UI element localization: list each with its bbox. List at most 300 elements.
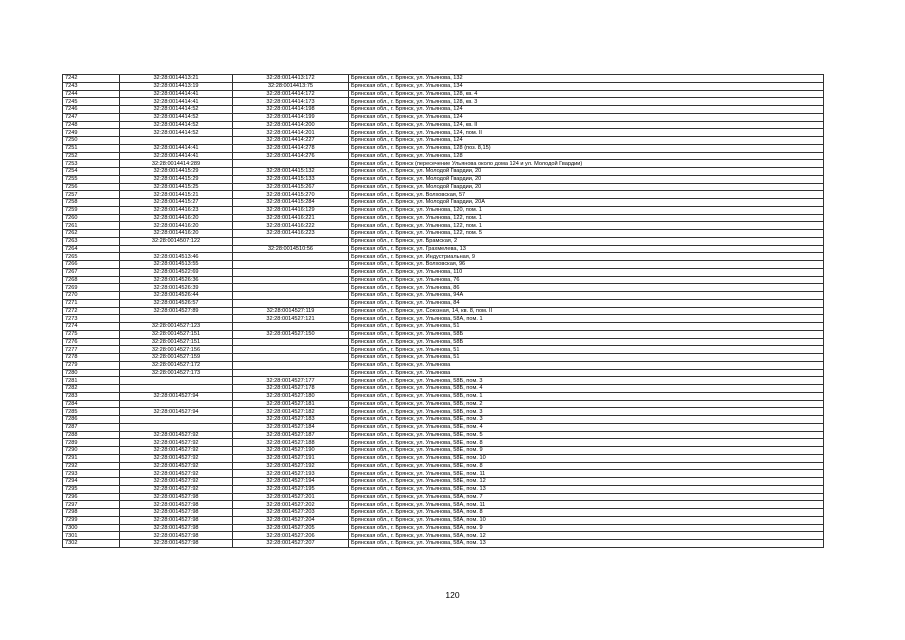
land-plot-number-cell: 32:28:0014522:69 xyxy=(120,268,233,276)
row-number-cell: 7260 xyxy=(63,214,120,222)
row-number-cell: 7276 xyxy=(63,338,120,346)
land-plot-number-cell: 32:28:0014527:151 xyxy=(120,330,233,338)
land-plot-number-cell: 32:28:0014527:92 xyxy=(120,439,233,447)
land-plot-number-cell: 32:28:0014527:159 xyxy=(120,354,233,362)
address-cell: Брянская обл., г. Брянск, ул. Ульянова, 58Б xyxy=(349,330,824,338)
address-cell: Брянская обл., г. Брянск, ул. Ульянова, 122, пом. 1 xyxy=(349,222,824,230)
address-cell: Брянская обл., г. Брянск, ул. Ульянова, 86 xyxy=(349,284,824,292)
address-cell: Брянская обл., г. Брянск, ул. Ульянова, 51 xyxy=(349,346,824,354)
row-number-cell: 7281 xyxy=(63,377,120,385)
row-number-cell: 7261 xyxy=(63,222,120,230)
table-row xyxy=(63,516,824,524)
row-number-cell: 7280 xyxy=(63,369,120,377)
address-cell: Брянская обл., г. Брянск, ул. Ульянова, 122, пом. 5 xyxy=(349,230,824,238)
building-number-cell xyxy=(233,160,349,168)
address-cell: Брянская обл., г. Брянск, ул. Ульянова, 128, кв. 4 xyxy=(349,90,824,98)
table-row xyxy=(63,369,824,377)
address-cell: Брянская обл., г. Брянск, ул. Ульянова, 51 xyxy=(349,354,824,362)
row-number-cell: 7253 xyxy=(63,160,120,168)
land-plot-number-cell: 32:28:0014416:20 xyxy=(120,230,233,238)
table-row xyxy=(63,431,824,439)
table-row xyxy=(63,354,824,362)
land-plot-number-cell xyxy=(120,377,233,385)
building-number-cell xyxy=(233,268,349,276)
row-number-cell: 7296 xyxy=(63,493,120,501)
building-number-cell: 32:28:0014527:180 xyxy=(233,392,349,400)
address-cell: Брянская обл., г. Брянск, ул. Ульянова, 58Е, пом. 4 xyxy=(349,423,824,431)
land-plot-number-cell: 32:28:0014414:41 xyxy=(120,152,233,160)
table-row xyxy=(63,478,824,486)
row-number-cell: 7268 xyxy=(63,276,120,284)
land-plot-number-cell: 32:28:0014527:98 xyxy=(120,540,233,548)
table-row xyxy=(63,299,824,307)
row-number-cell: 7277 xyxy=(63,346,120,354)
row-number-cell: 7298 xyxy=(63,509,120,517)
building-number-cell: 32:28:0014527:192 xyxy=(233,462,349,470)
address-cell: Брянская обл., г. Брянск, ул. Ульянова, 58Б, пом. 3 xyxy=(349,377,824,385)
table-row xyxy=(63,175,824,183)
building-number-cell: 32:28:0014414:198 xyxy=(233,106,349,114)
building-number-cell xyxy=(233,369,349,377)
address-cell: Брянская обл., г. Брянск, ул. Ульянова, 58Б, пом. 3 xyxy=(349,408,824,416)
building-number-cell xyxy=(233,361,349,369)
table-row xyxy=(63,509,824,517)
row-number-cell: 7287 xyxy=(63,423,120,431)
table-row xyxy=(63,540,824,548)
table-body xyxy=(63,75,824,548)
table-row xyxy=(63,315,824,323)
row-number-cell: 7259 xyxy=(63,206,120,214)
address-cell: Брянская обл., г. Брянск, ул. Ульянова, 110 xyxy=(349,268,824,276)
row-number-cell: 7275 xyxy=(63,330,120,338)
land-plot-number-cell: 32:28:0014416:20 xyxy=(120,214,233,222)
table-row xyxy=(63,416,824,424)
address-cell: Брянская обл., г. Брянск, ул. Ульянова, 128, кв. 3 xyxy=(349,98,824,106)
land-plot-number-cell: 32:28:0014527:94 xyxy=(120,408,233,416)
row-number-cell: 7254 xyxy=(63,168,120,176)
building-number-cell: 32:28:0014416:221 xyxy=(233,214,349,222)
row-number-cell: 7288 xyxy=(63,431,120,439)
table-row xyxy=(63,462,824,470)
land-plot-number-cell: 32:28:0014527:98 xyxy=(120,501,233,509)
building-number-cell: 32:28:0014527:195 xyxy=(233,485,349,493)
building-number-cell: 32:28:0014527:206 xyxy=(233,532,349,540)
row-number-cell: 7251 xyxy=(63,144,120,152)
address-cell: Брянская обл., г. Брянск, ул. Ульянова, 120, пом. 1 xyxy=(349,206,824,214)
building-number-cell: 32:28:0014414:201 xyxy=(233,129,349,137)
building-number-cell: 32:28:0014527:204 xyxy=(233,516,349,524)
address-cell: Брянская обл., г. Брянск, ул. Ульянова, 58А, пом. 7 xyxy=(349,493,824,501)
building-number-cell xyxy=(233,292,349,300)
building-number-cell: 32:28:0014527:191 xyxy=(233,454,349,462)
address-cell: Брянская обл., г. Брянск, ул. Ульянова, 58Е, пом. 8 xyxy=(349,439,824,447)
row-number-cell: 7248 xyxy=(63,121,120,129)
land-plot-number-cell xyxy=(120,315,233,323)
building-number-cell: 32:28:0014414:200 xyxy=(233,121,349,129)
table-row xyxy=(63,98,824,106)
table-row xyxy=(63,454,824,462)
table-row xyxy=(63,237,824,245)
address-cell: Брянская обл., г. Брянск, ул. Ульянова, 128 (поз. 8,15) xyxy=(349,144,824,152)
building-number-cell: 32:28:0014527:194 xyxy=(233,478,349,486)
row-number-cell: 7282 xyxy=(63,385,120,393)
row-number-cell: 7250 xyxy=(63,137,120,145)
land-plot-number-cell: 32:28:0014414:52 xyxy=(120,106,233,114)
cadastral-register-table xyxy=(62,74,824,548)
land-plot-number-cell: 32:28:0014513:46 xyxy=(120,253,233,261)
address-cell: Брянская обл., г. Брянск, ул. Ульянова, 58Е, пом. 10 xyxy=(349,454,824,462)
land-plot-number-cell: 32:28:0014413:21 xyxy=(120,75,233,83)
row-number-cell: 7265 xyxy=(63,253,120,261)
building-number-cell xyxy=(233,253,349,261)
table-row xyxy=(63,385,824,393)
row-number-cell: 7272 xyxy=(63,307,120,315)
land-plot-number-cell: 32:28:0014527:92 xyxy=(120,431,233,439)
building-number-cell xyxy=(233,323,349,331)
address-cell: Брянская обл., г. Брянск, ул. Молодой Гвардии, 20 xyxy=(349,175,824,183)
address-cell: Брянская обл., г. Брянск, ул. Ульянова, 84 xyxy=(349,299,824,307)
table-row xyxy=(63,346,824,354)
row-number-cell: 7279 xyxy=(63,361,120,369)
land-plot-number-cell: 32:28:0014526:44 xyxy=(120,292,233,300)
table-row xyxy=(63,493,824,501)
address-cell: Брянская обл., г. Брянск, ул. Индустриальная, 9 xyxy=(349,253,824,261)
table-row xyxy=(63,423,824,431)
building-number-cell xyxy=(233,261,349,269)
address-cell: Брянская обл., г. Брянск, ул. Молодой Гвардии, 20 xyxy=(349,183,824,191)
row-number-cell: 7285 xyxy=(63,408,120,416)
row-number-cell: 7297 xyxy=(63,501,120,509)
table-row xyxy=(63,338,824,346)
row-number-cell: 7273 xyxy=(63,315,120,323)
row-number-cell: 7243 xyxy=(63,82,120,90)
address-cell: Брянская обл., г. Брянск, ул. Ульянова, 132 xyxy=(349,75,824,83)
building-number-cell: 32:28:0014527:193 xyxy=(233,470,349,478)
table-row xyxy=(63,392,824,400)
building-number-cell: 32:28:0014527:203 xyxy=(233,509,349,517)
table-row xyxy=(63,160,824,168)
building-number-cell: 32:28:0014414:276 xyxy=(233,152,349,160)
land-plot-number-cell: 32:28:0014414:52 xyxy=(120,113,233,121)
address-cell: Брянская обл., г. Брянск (пересечение Ульянова около дома 124 и ул. Молодой Гвардии) xyxy=(349,160,824,168)
building-number-cell: 32:28:0014527:178 xyxy=(233,385,349,393)
address-cell: Брянская обл., г. Брянск, ул. Волховская, 57 xyxy=(349,191,824,199)
land-plot-number-cell: 32:28:0014415:21 xyxy=(120,191,233,199)
address-cell: Брянская обл., г. Брянск, ул. Молодой Гвардии, 20А xyxy=(349,199,824,207)
table-row xyxy=(63,524,824,532)
land-plot-number-cell xyxy=(120,423,233,431)
page-number: 120 xyxy=(445,590,460,600)
land-plot-number-cell: 32:28:0014414:52 xyxy=(120,121,233,129)
address-cell: Брянская обл., г. Брянск, ул. Ульянова, 58А, пом. 13 xyxy=(349,540,824,548)
table-row xyxy=(63,470,824,478)
land-plot-number-cell: 32:28:0014416:20 xyxy=(120,222,233,230)
address-cell: Брянская обл., г. Брянск, ул. Ульянова, 58А, пом. 9 xyxy=(349,524,824,532)
table-row xyxy=(63,191,824,199)
building-number-cell: 32:28:0014415:133 xyxy=(233,175,349,183)
address-cell: Брянская обл., г. Брянск, ул. Грахмелева, 13 xyxy=(349,245,824,253)
building-number-cell: 32:28:0014527:207 xyxy=(233,540,349,548)
land-plot-number-cell: 32:28:0014526:39 xyxy=(120,284,233,292)
row-number-cell: 7242 xyxy=(63,75,120,83)
address-cell: Брянская обл., г. Брянск, ул. Брамская, 2 xyxy=(349,237,824,245)
building-number-cell: 32:28:0014414:199 xyxy=(233,113,349,121)
table-row xyxy=(63,245,824,253)
table-row xyxy=(63,113,824,121)
building-number-cell: 32:28:0014416:223 xyxy=(233,230,349,238)
land-plot-number-cell: 32:28:0014415:29 xyxy=(120,168,233,176)
land-plot-number-cell: 32:28:0014527:123 xyxy=(120,323,233,331)
building-number-cell xyxy=(233,354,349,362)
table-row xyxy=(63,330,824,338)
address-cell: Брянская обл., г. Брянск, ул. Ульянова, 94А xyxy=(349,292,824,300)
table-row xyxy=(63,214,824,222)
building-number-cell xyxy=(233,338,349,346)
building-number-cell: 32:28:0014414:172 xyxy=(233,90,349,98)
table-row xyxy=(63,144,824,152)
address-cell: Брянская обл., г. Брянск, ул. Ульянова, 58Б, пом. 2 xyxy=(349,400,824,408)
table-row xyxy=(63,261,824,269)
building-number-cell: 32:28:0014414:278 xyxy=(233,144,349,152)
land-plot-number-cell: 32:28:0014414:41 xyxy=(120,144,233,152)
land-plot-number-cell: 32:28:0014507:122 xyxy=(120,237,233,245)
building-number-cell: 32:28:0014527:177 xyxy=(233,377,349,385)
land-plot-number-cell xyxy=(120,400,233,408)
building-number-cell xyxy=(233,284,349,292)
table-row xyxy=(63,361,824,369)
land-plot-number-cell: 32:28:0014414:41 xyxy=(120,90,233,98)
land-plot-number-cell: 32:28:0014527:98 xyxy=(120,524,233,532)
building-number-cell: 32:28:0014527:121 xyxy=(233,315,349,323)
building-number-cell xyxy=(233,276,349,284)
building-number-cell: 32:28:0014414:173 xyxy=(233,98,349,106)
land-plot-number-cell: 32:28:0014527:151 xyxy=(120,338,233,346)
land-plot-number-cell: 32:28:0014414:289 xyxy=(120,160,233,168)
table-row xyxy=(63,253,824,261)
building-number-cell: 32:28:0014416:129 xyxy=(233,206,349,214)
land-plot-number-cell: 32:28:0014527:156 xyxy=(120,346,233,354)
building-number-cell: 32:28:0014413:75 xyxy=(233,82,349,90)
address-cell: Брянская обл., г. Брянск, ул. Ульянова, 124 xyxy=(349,113,824,121)
row-number-cell: 7249 xyxy=(63,129,120,137)
row-number-cell: 7247 xyxy=(63,113,120,121)
address-cell: Брянская обл., г. Брянск, ул. Молодой Гвардии, 20 xyxy=(349,168,824,176)
row-number-cell: 7292 xyxy=(63,462,120,470)
address-cell: Брянская обл., г. Брянск, ул. Союзная, 14, кв. 8, пом. II xyxy=(349,307,824,315)
row-number-cell: 7257 xyxy=(63,191,120,199)
land-plot-number-cell: 32:28:0014527:92 xyxy=(120,462,233,470)
land-plot-number-cell: 32:28:0014513:55 xyxy=(120,261,233,269)
building-number-cell xyxy=(233,346,349,354)
land-plot-number-cell: 32:28:0014414:41 xyxy=(120,98,233,106)
row-number-cell: 7290 xyxy=(63,447,120,455)
address-cell: Брянская обл., г. Брянск, ул. Ульянова, 122, пом. 1 xyxy=(349,214,824,222)
address-cell: Брянская обл., г. Брянск, ул. Ульянова, 58Е, пом. 13 xyxy=(349,485,824,493)
table-row xyxy=(63,400,824,408)
land-plot-number-cell: 32:28:0014527:92 xyxy=(120,454,233,462)
row-number-cell: 7246 xyxy=(63,106,120,114)
row-number-cell: 7293 xyxy=(63,470,120,478)
row-number-cell: 7302 xyxy=(63,540,120,548)
table-row xyxy=(63,106,824,114)
building-number-cell: 32:28:0014416:222 xyxy=(233,222,349,230)
land-plot-number-cell: 32:28:0014527:173 xyxy=(120,369,233,377)
building-number-cell: 32:28:0014527:119 xyxy=(233,307,349,315)
table-row xyxy=(63,439,824,447)
table-row xyxy=(63,152,824,160)
row-number-cell: 7262 xyxy=(63,230,120,238)
address-cell: Брянская обл., г. Брянск, ул. Ульянова, 58Е, пом. 11 xyxy=(349,470,824,478)
row-number-cell: 7300 xyxy=(63,524,120,532)
building-number-cell: 32:28:0014415:132 xyxy=(233,168,349,176)
building-number-cell: 32:28:0014527:188 xyxy=(233,439,349,447)
row-number-cell: 7252 xyxy=(63,152,120,160)
land-plot-number-cell xyxy=(120,137,233,145)
table-row xyxy=(63,447,824,455)
row-number-cell: 7266 xyxy=(63,261,120,269)
table-row xyxy=(63,501,824,509)
row-number-cell: 7274 xyxy=(63,323,120,331)
row-number-cell: 7301 xyxy=(63,532,120,540)
table-row xyxy=(63,129,824,137)
table-row xyxy=(63,199,824,207)
address-cell: Брянская обл., г. Брянск, ул. Ульянова, 58Б, пом. 1 xyxy=(349,392,824,400)
land-plot-number-cell: 32:28:0014527:98 xyxy=(120,509,233,517)
building-number-cell: 32:28:0014527:205 xyxy=(233,524,349,532)
land-plot-number-cell: 32:28:0014526:36 xyxy=(120,276,233,284)
row-number-cell: 7264 xyxy=(63,245,120,253)
row-number-cell: 7286 xyxy=(63,416,120,424)
row-number-cell: 7255 xyxy=(63,175,120,183)
address-cell: Брянская обл., г. Брянск, ул. Ульянова, 58А, пом. 10 xyxy=(349,516,824,524)
row-number-cell: 7271 xyxy=(63,299,120,307)
building-number-cell: 32:28:0014527:184 xyxy=(233,423,349,431)
table-row xyxy=(63,485,824,493)
row-number-cell: 7283 xyxy=(63,392,120,400)
table-row xyxy=(63,230,824,238)
building-number-cell: 32:28:0014510:56 xyxy=(233,245,349,253)
row-number-cell: 7245 xyxy=(63,98,120,106)
address-cell: Брянская обл., г. Брянск, ул. Ульянова, 128 xyxy=(349,152,824,160)
address-cell: Брянская обл., г. Брянск, ул. Ульянова, 58А, пом. 8 xyxy=(349,509,824,517)
building-number-cell: 32:28:0014527:181 xyxy=(233,400,349,408)
table-row xyxy=(63,206,824,214)
building-number-cell: 32:28:0014415:284 xyxy=(233,199,349,207)
row-number-cell: 7269 xyxy=(63,284,120,292)
land-plot-number-cell: 32:28:0014527:92 xyxy=(120,478,233,486)
address-cell: Брянская обл., г. Брянск, ул. Ульянова, 124, кв. II xyxy=(349,121,824,129)
table-row xyxy=(63,137,824,145)
building-number-cell: 32:28:0014527:190 xyxy=(233,447,349,455)
table-row xyxy=(63,307,824,315)
table-row xyxy=(63,292,824,300)
address-cell: Брянская обл., г. Брянск, ул. Ульянова, 58А, пом. 1 xyxy=(349,315,824,323)
address-cell: Брянская обл., г. Брянск, ул. Ульянова xyxy=(349,361,824,369)
row-number-cell: 7299 xyxy=(63,516,120,524)
land-plot-number-cell: 32:28:0014414:52 xyxy=(120,129,233,137)
land-plot-number-cell: 32:28:0014415:29 xyxy=(120,175,233,183)
row-number-cell: 7256 xyxy=(63,183,120,191)
table-row xyxy=(63,183,824,191)
land-plot-number-cell: 32:28:0014527:98 xyxy=(120,493,233,501)
building-number-cell: 32:28:0014527:150 xyxy=(233,330,349,338)
address-cell: Брянская обл., г. Брянск, ул. Ульянова, 58А, пом. 11 xyxy=(349,501,824,509)
row-number-cell: 7289 xyxy=(63,439,120,447)
address-cell: Брянская обл., г. Брянск, ул. Ульянова, 58Е, пом. 12 xyxy=(349,478,824,486)
land-plot-number-cell: 32:28:0014527:98 xyxy=(120,516,233,524)
row-number-cell: 7267 xyxy=(63,268,120,276)
land-plot-number-cell: 32:28:0014527:94 xyxy=(120,392,233,400)
table-row xyxy=(63,168,824,176)
row-number-cell: 7263 xyxy=(63,237,120,245)
land-plot-number-cell: 32:28:0014416:23 xyxy=(120,206,233,214)
land-plot-number-cell: 32:28:0014527:89 xyxy=(120,307,233,315)
row-number-cell: 7270 xyxy=(63,292,120,300)
row-number-cell: 7291 xyxy=(63,454,120,462)
address-cell: Брянская обл., г. Брянск, ул. Ульянова, 124 xyxy=(349,137,824,145)
building-number-cell xyxy=(233,237,349,245)
address-cell: Брянская обл., г. Брянск, ул. Ульянова, 58Е, пом. 9 xyxy=(349,447,824,455)
building-number-cell: 32:28:0014414:227 xyxy=(233,137,349,145)
building-number-cell: 32:28:0014527:182 xyxy=(233,408,349,416)
address-cell: Брянская обл., г. Брянск, ул. Волховская, 96 xyxy=(349,261,824,269)
table-row xyxy=(63,323,824,331)
land-plot-number-cell: 32:28:0014527:92 xyxy=(120,447,233,455)
address-cell: Брянская обл., г. Брянск, ул. Ульянова xyxy=(349,369,824,377)
building-number-cell: 32:28:0014527:202 xyxy=(233,501,349,509)
address-cell: Брянская обл., г. Брянск, ул. Ульянова, 124 xyxy=(349,106,824,114)
row-number-cell: 7294 xyxy=(63,478,120,486)
land-plot-number-cell: 32:28:0014527:172 xyxy=(120,361,233,369)
land-plot-number-cell: 32:28:0014526:57 xyxy=(120,299,233,307)
table-row xyxy=(63,82,824,90)
table-row xyxy=(63,222,824,230)
row-number-cell: 7278 xyxy=(63,354,120,362)
land-plot-number-cell: 32:28:0014527:92 xyxy=(120,470,233,478)
land-plot-number-cell xyxy=(120,385,233,393)
land-plot-number-cell: 32:28:0014415:27 xyxy=(120,199,233,207)
building-number-cell: 32:28:0014527:183 xyxy=(233,416,349,424)
address-cell: Брянская обл., г. Брянск, ул. Ульянова, 58Е, пом. 3 xyxy=(349,416,824,424)
table-row xyxy=(63,121,824,129)
table-row xyxy=(63,90,824,98)
building-number-cell: 32:28:0014527:187 xyxy=(233,431,349,439)
building-number-cell: 32:28:0014413:172 xyxy=(233,75,349,83)
land-plot-number-cell: 32:28:0014413:19 xyxy=(120,82,233,90)
land-plot-number-cell xyxy=(120,416,233,424)
address-cell: Брянская обл., г. Брянск, ул. Ульянова, 58Б xyxy=(349,338,824,346)
land-plot-number-cell: 32:28:0014527:98 xyxy=(120,532,233,540)
address-cell: Брянская обл., г. Брянск, ул. Ульянова, 134 xyxy=(349,82,824,90)
table-row xyxy=(63,377,824,385)
table-row xyxy=(63,75,824,83)
table-row xyxy=(63,276,824,284)
building-number-cell xyxy=(233,299,349,307)
address-cell: Брянская обл., г. Брянск, ул. Ульянова, 124, пом. II xyxy=(349,129,824,137)
address-cell: Брянская обл., г. Брянск, ул. Ульянова, 58А, пом. 12 xyxy=(349,532,824,540)
address-cell: Брянская обл., г. Брянск, ул. Ульянова, 58Е, пом. 5 xyxy=(349,431,824,439)
building-number-cell: 32:28:0014415:267 xyxy=(233,183,349,191)
row-number-cell: 7244 xyxy=(63,90,120,98)
address-cell: Брянская обл., г. Брянск, ул. Ульянова, 51 xyxy=(349,323,824,331)
row-number-cell: 7295 xyxy=(63,485,120,493)
row-number-cell: 7258 xyxy=(63,199,120,207)
table-row xyxy=(63,268,824,276)
land-plot-number-cell: 32:28:0014415:25 xyxy=(120,183,233,191)
table-row xyxy=(63,284,824,292)
table-row xyxy=(63,408,824,416)
building-number-cell: 32:28:0014415:270 xyxy=(233,191,349,199)
